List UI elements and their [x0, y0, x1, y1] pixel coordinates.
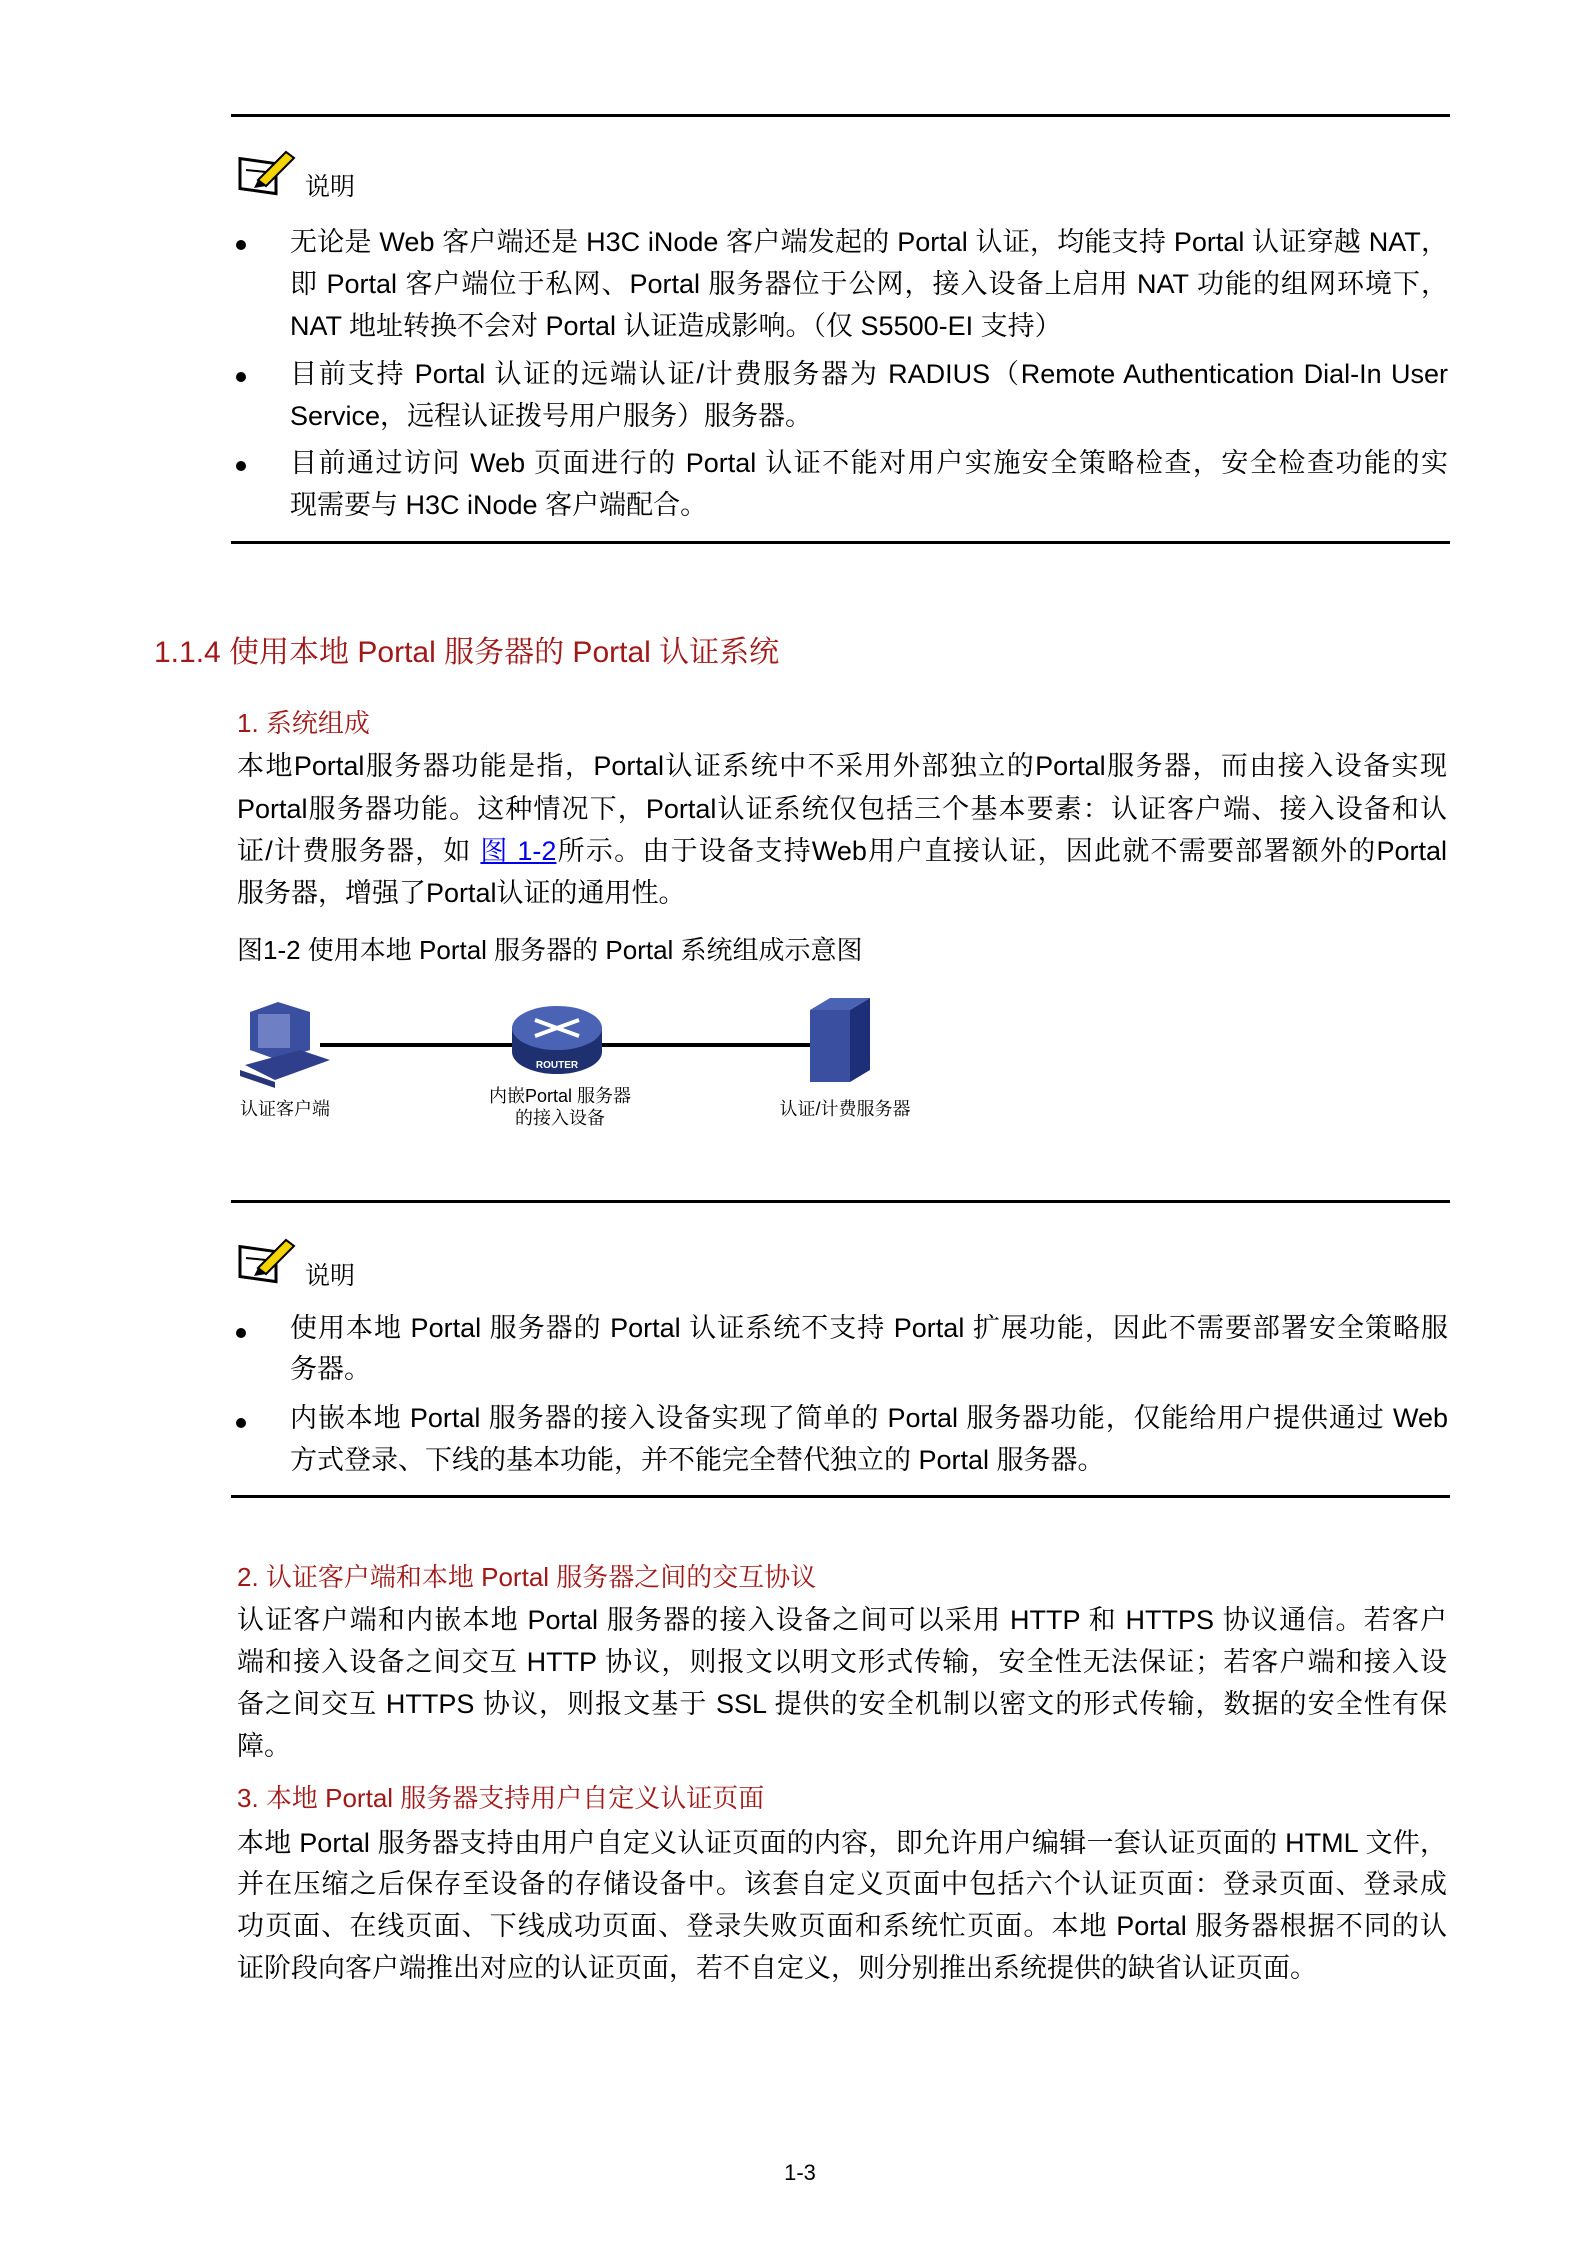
note-text: 使用本地 Portal 服务器的 Portal 认证系统不支持 Portal 扩展功能，因此不需要部署安全策略服 — [290, 1313, 1448, 1343]
device-label — [470, 1085, 650, 1129]
paragraph-line: 认证客户端和内嵌本地 Portal 服务器的接入设备之间可以采用 HTTP 和 HTTPS 协议通信。若客户 — [237, 1605, 1447, 1635]
device-label-line: 的接入设备 — [515, 1108, 605, 1128]
note-text: 务器。 — [290, 1354, 371, 1384]
device-label-line: 内嵌Portal 服务器 — [488, 1086, 632, 1106]
section-heading: 1.1.4 使用本地 Portal 服务器的 Portal 认证系统 — [154, 636, 780, 669]
paragraph-line: 服务器，增强了Portal认证的通用性。 — [237, 878, 686, 908]
paragraph-line: 备之间交互 HTTPS 协议，则报文基于 SSL 提供的安全机制以密文的形式传输，数据的安全性有保 — [237, 1689, 1447, 1719]
bullet-icon — [236, 461, 246, 471]
note-bottom-rule — [231, 541, 1450, 544]
note-top-rule — [231, 1200, 1450, 1203]
note-text: 方式登录、下线的基本功能，并不能完全替代独立的 Portal 服务器。 — [290, 1445, 1105, 1475]
router-text: ROUTER — [535, 1060, 579, 1071]
paragraph-line: Portal服务器功能。这种情况下，Portal认证系统仅包括三个基本要素：认证客户端、接入设备和认 — [237, 794, 1447, 824]
text: 所示。由于设备支持Web用户直接认证，因此就不需要部署额外的Portal — [556, 836, 1447, 866]
server-label: 认证/计费服务器 — [779, 1099, 911, 1119]
text: 证/计费服务器，如 — [237, 836, 481, 866]
paragraph-line: 证阶段向客户端推出对应的认证页面，若不自定义，则分别推出系统提供的缺省认证页面。 — [237, 1953, 1317, 1983]
note-title: 说明 — [305, 1262, 356, 1290]
note-text: 目前支持 Portal 认证的远端认证/计费服务器为 RADIUS（Remote Authentication Dial-In User — [290, 359, 1448, 389]
bullet-icon — [236, 372, 246, 382]
client-label: 认证客户端 — [240, 1099, 330, 1119]
note-text: Service，远程认证拨号用户服务）服务器。 — [290, 401, 813, 431]
paragraph-line: 端和接入设备之间交互 HTTP 协议，则报文以明文形式传输，安全性无法保证；若客户端和接入设 — [237, 1647, 1447, 1677]
page-number: 1-3 — [784, 2160, 816, 2185]
figure-caption: 图1-2 使用本地 Portal 服务器的 Portal 系统组成示意图 — [237, 935, 863, 965]
note-pencil-icon — [236, 1234, 300, 1284]
bullet-icon — [236, 1328, 246, 1338]
server-icon — [810, 998, 870, 1082]
router-icon — [512, 1006, 602, 1074]
client-pc-icon — [240, 1002, 330, 1088]
note-bottom-rule — [231, 1495, 1450, 1498]
network-diagram — [230, 990, 930, 1090]
paragraph-line: 本地Portal服务器功能是指，Portal认证系统中不采用外部独立的Portal服务器，而由接入设备实现 — [237, 751, 1447, 781]
note-text: 目前通过访问 Web 页面进行的 Portal 认证不能对用户实施安全策略检查，安全检查功能的实 — [290, 448, 1448, 478]
subsection-heading: 2. 认证客户端和本地 Portal 服务器之间的交互协议 — [237, 1562, 817, 1592]
note-text: 无论是 Web 客户端还是 H3C iNode 客户端发起的 Portal 认证，均能支持 Portal 认证穿越 NAT， — [290, 227, 1448, 257]
paragraph-line: 功页面、在线页面、下线成功页面、登录失败页面和系统忙页面。本地 Portal 服务器根据不同的认 — [237, 1911, 1447, 1941]
note-pencil-icon — [236, 146, 300, 196]
subsection-heading: 3. 本地 Portal 服务器支持用户自定义认证页面 — [237, 1783, 765, 1813]
note-text: 内嵌本地 Portal 服务器的接入设备实现了简单的 Portal 服务器功能，仅能给用户提供通过 Web — [290, 1403, 1448, 1433]
note-text: NAT 地址转换不会对 Portal 认证造成影响。（仅 S5500-EI 支持） — [290, 311, 1062, 341]
note-top-rule — [231, 114, 1450, 117]
paragraph-line — [237, 833, 1447, 869]
note-text: 即 Portal 客户端位于私网、Portal 服务器位于公网，接入设备上启用 NAT 功能的组网环境下， — [290, 269, 1448, 299]
paragraph-line: 本地 Portal 服务器支持由用户自定义认证页面的内容，即允许用户编辑一套认证页面的 HTML 文件， — [237, 1828, 1447, 1858]
bullet-icon — [236, 240, 246, 250]
paragraph-line: 障。 — [237, 1731, 291, 1761]
note-text: 现需要与 H3C iNode 客户端配合。 — [290, 490, 708, 520]
subsection-heading: 1. 系统组成 — [237, 708, 370, 738]
figure-link[interactable]: 图 1-2 — [480, 836, 557, 866]
note-title: 说明 — [305, 173, 356, 201]
bullet-icon — [236, 1418, 246, 1428]
paragraph-line: 并在压缩之后保存至设备的存储设备中。该套自定义页面中包括六个认证页面：登录页面、登录成 — [237, 1869, 1447, 1899]
